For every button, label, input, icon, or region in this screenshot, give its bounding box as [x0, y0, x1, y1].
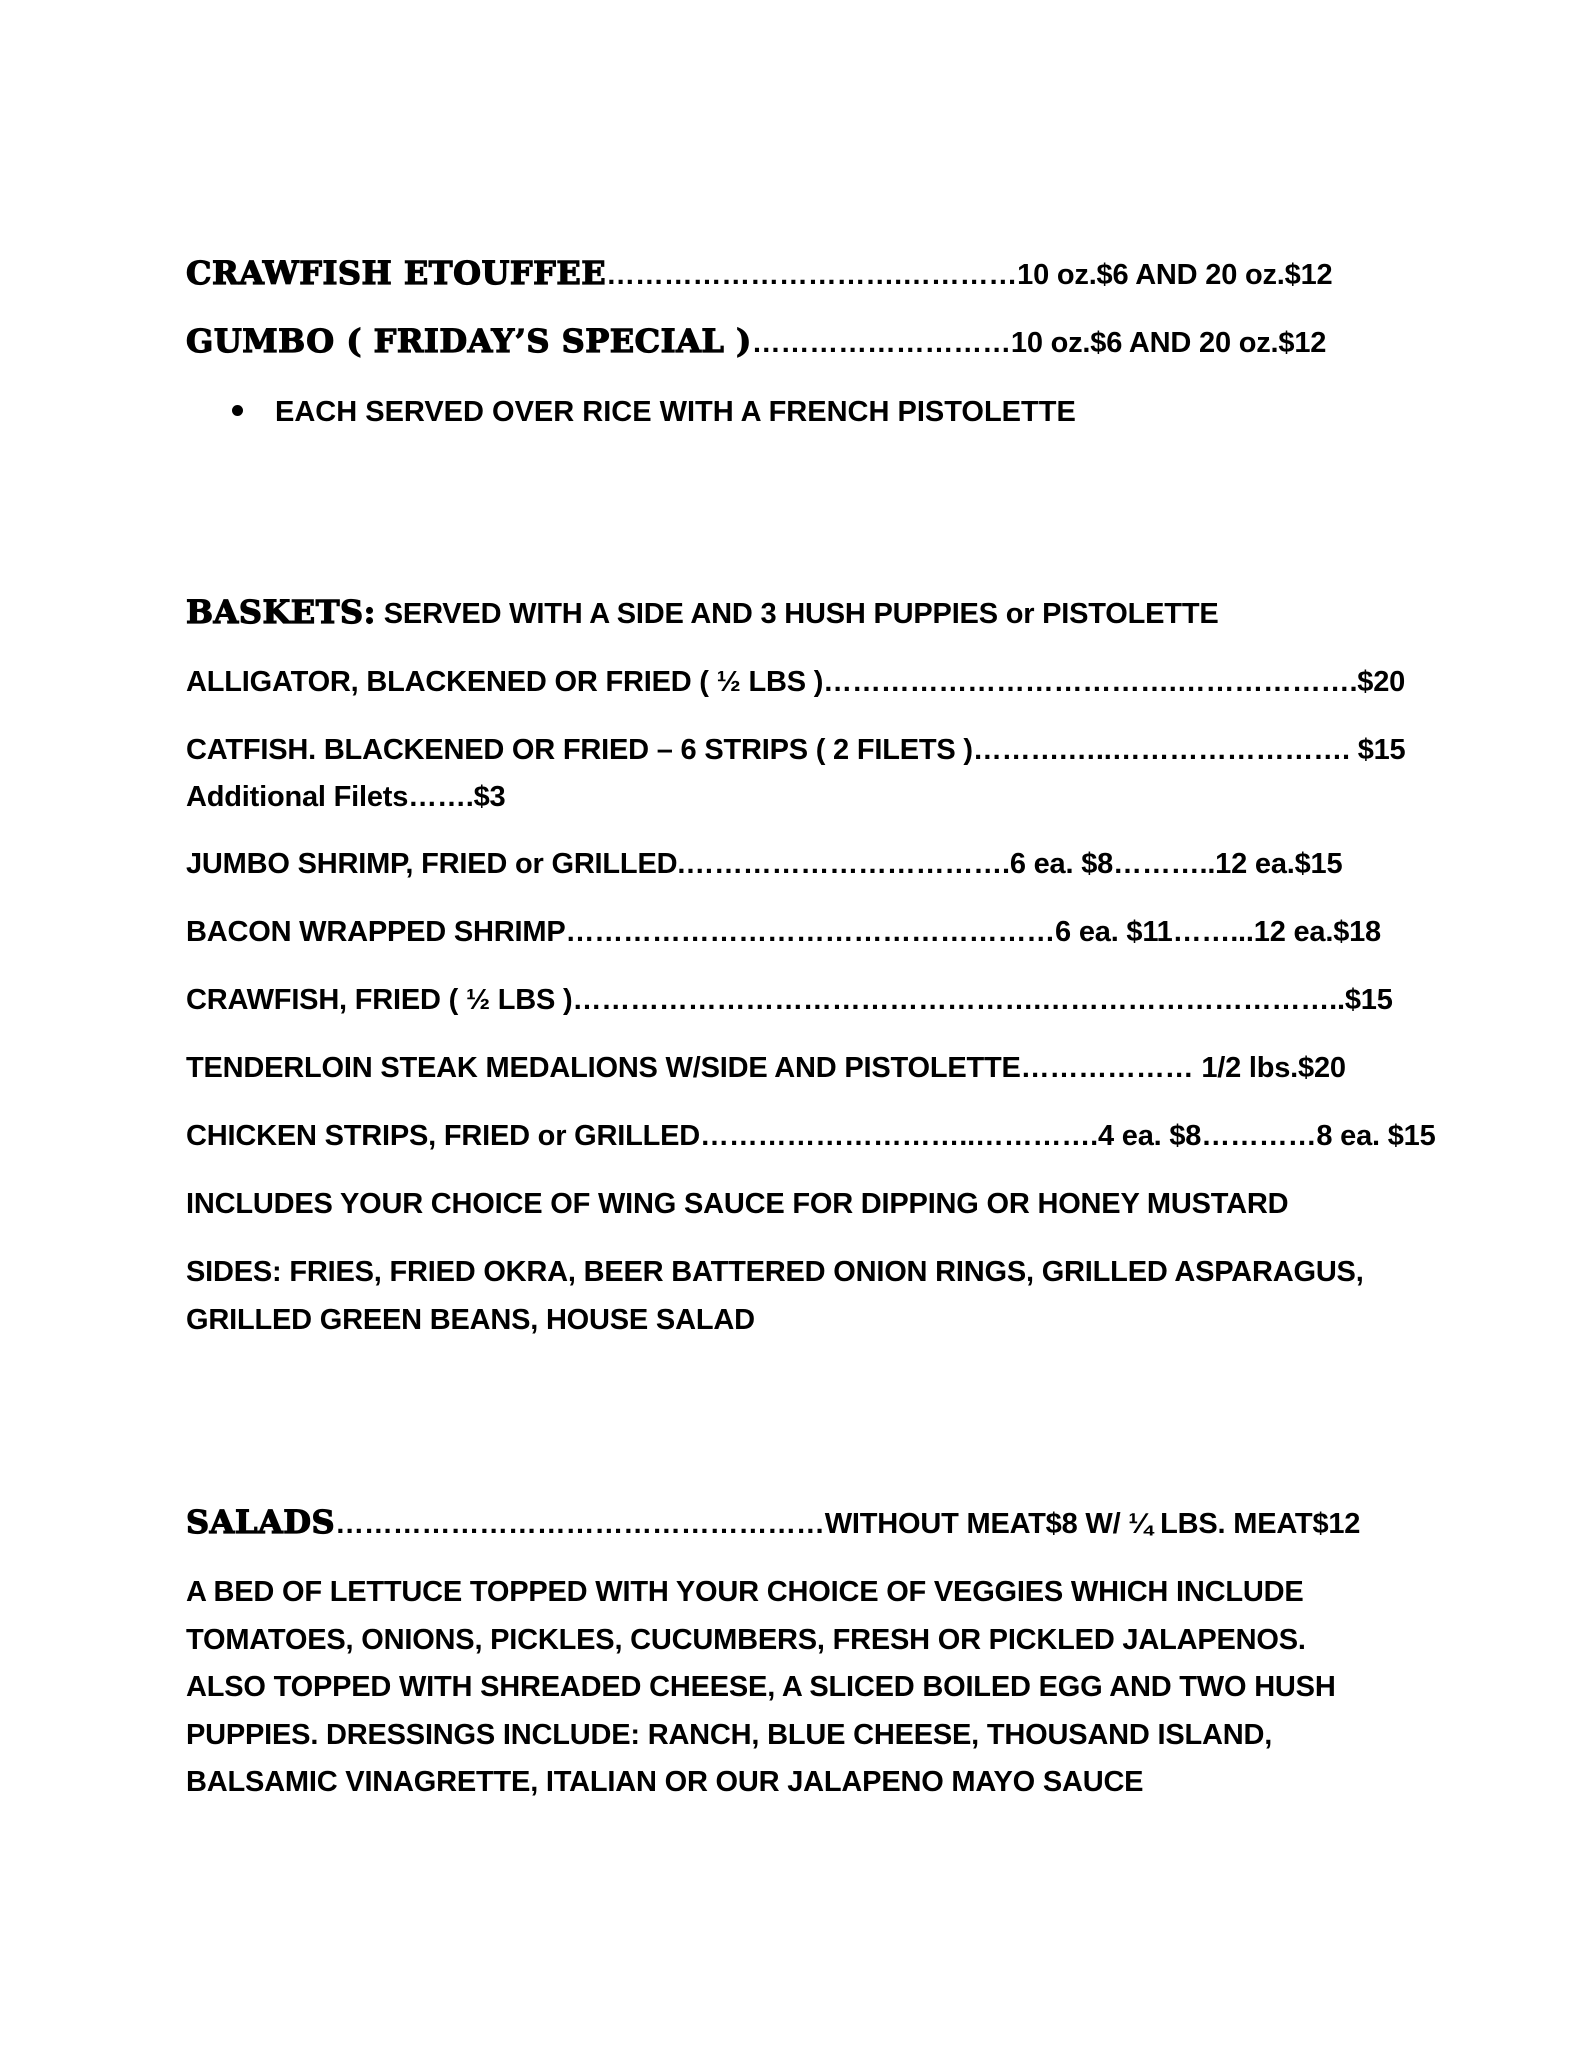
- menu-item-tenderloin: TENDERLOIN STEAK MEDALIONS W/SIDE AND PISTOLETTE……………… 1/2 lbs.$20: [186, 1052, 1346, 1084]
- salads-description-line: PUPPIES. DRESSINGS INCLUDE: RANCH, BLUE CHEESE, THOUSAND ISLAND,: [186, 1719, 1273, 1751]
- salads-description-line: ALSO TOPPED WITH SHREADED CHEESE, A SLICED BOILED EGG AND TWO HUSH: [186, 1671, 1336, 1703]
- bullet-icon: [232, 405, 243, 416]
- menu-item-catfish: CATFISH. BLACKENED OR FRIED – 6 STRIPS ( 2 FILETS )……….…..……………………. $15: [186, 734, 1406, 766]
- soups-note: [232, 394, 1076, 430]
- menu-item-bacon-wrapped-shrimp: BACON WRAPPED SHRIMP……………………………………………6 ea. $11……...12 ea.$18: [186, 916, 1381, 948]
- baskets-sides-line-1: SIDES: FRIES, FRIED OKRA, BEER BATTERED ONION RINGS, GRILLED ASPARAGUS,: [186, 1256, 1364, 1288]
- menu-item-additional-filets: Additional Filets…….$3: [186, 781, 506, 813]
- item-price: ………………………….…………10 oz.$6 AND 20 oz.$12: [606, 259, 1333, 291]
- salads-price: ……………………………………………WITHOUT MEAT$8 W/ ¼ LBS. MEAT$12: [335, 1508, 1361, 1540]
- baskets-heading-row: [186, 594, 1218, 632]
- salads-description-line: TOMATOES, ONIONS, PICKLES, CUCUMBERS, FRESH OR PICKLED JALAPENOS.: [186, 1624, 1306, 1656]
- item-name: CRAWFISH ETOUFFEE: [186, 254, 607, 292]
- menu-item-gumbo: [186, 323, 1326, 361]
- menu-item-crawfish-etouffee: [186, 255, 1332, 293]
- section-subheading: SERVED WITH A SIDE AND 3 HUSH PUPPIES or PISTOLETTE: [383, 598, 1219, 630]
- salads-description-line: BALSAMIC VINAGRETTE, ITALIAN OR OUR JALAPENO MAYO SAUCE: [186, 1766, 1144, 1798]
- section-heading: SALADS: [186, 1503, 336, 1541]
- baskets-sides-line-2: GRILLED GREEN BEANS, HOUSE SALAD: [186, 1304, 755, 1336]
- menu-item-jumbo-shrimp: JUMBO SHRIMP, FRIED or GRILLED.…………………………….6 ea. $8………..12 ea.$15: [186, 848, 1343, 880]
- item-name: GUMBO ( FRIDAY’S SPECIAL ): [186, 322, 752, 360]
- item-price: ………………………10 oz.$6 AND 20 oz.$12: [751, 327, 1327, 359]
- menu-item-chicken-strips: CHICKEN STRIPS, FRIED or GRILLED………………………..………….4 ea. $8…………8 ea. $15: [186, 1120, 1436, 1152]
- salads-heading-row: [186, 1504, 1360, 1542]
- salads-description-line: A BED OF LETTUCE TOPPED WITH YOUR CHOICE OF VEGGIES WHICH INCLUDE: [186, 1576, 1304, 1608]
- menu-item-crawfish-fried: CRAWFISH, FRIED ( ½ LBS )………………………………………….…………………………..$15: [186, 984, 1393, 1016]
- baskets-note-sauce: INCLUDES YOUR CHOICE OF WING SAUCE FOR DIPPING OR HONEY MUSTARD: [186, 1188, 1289, 1220]
- note-text: EACH SERVED OVER RICE WITH A FRENCH PISTOLETTE: [275, 396, 1076, 428]
- section-heading: BASKETS:: [186, 593, 376, 631]
- menu-item-alligator: ALLIGATOR, BLACKENED OR FRIED ( ½ LBS )……………………………….……………….$20: [186, 666, 1406, 698]
